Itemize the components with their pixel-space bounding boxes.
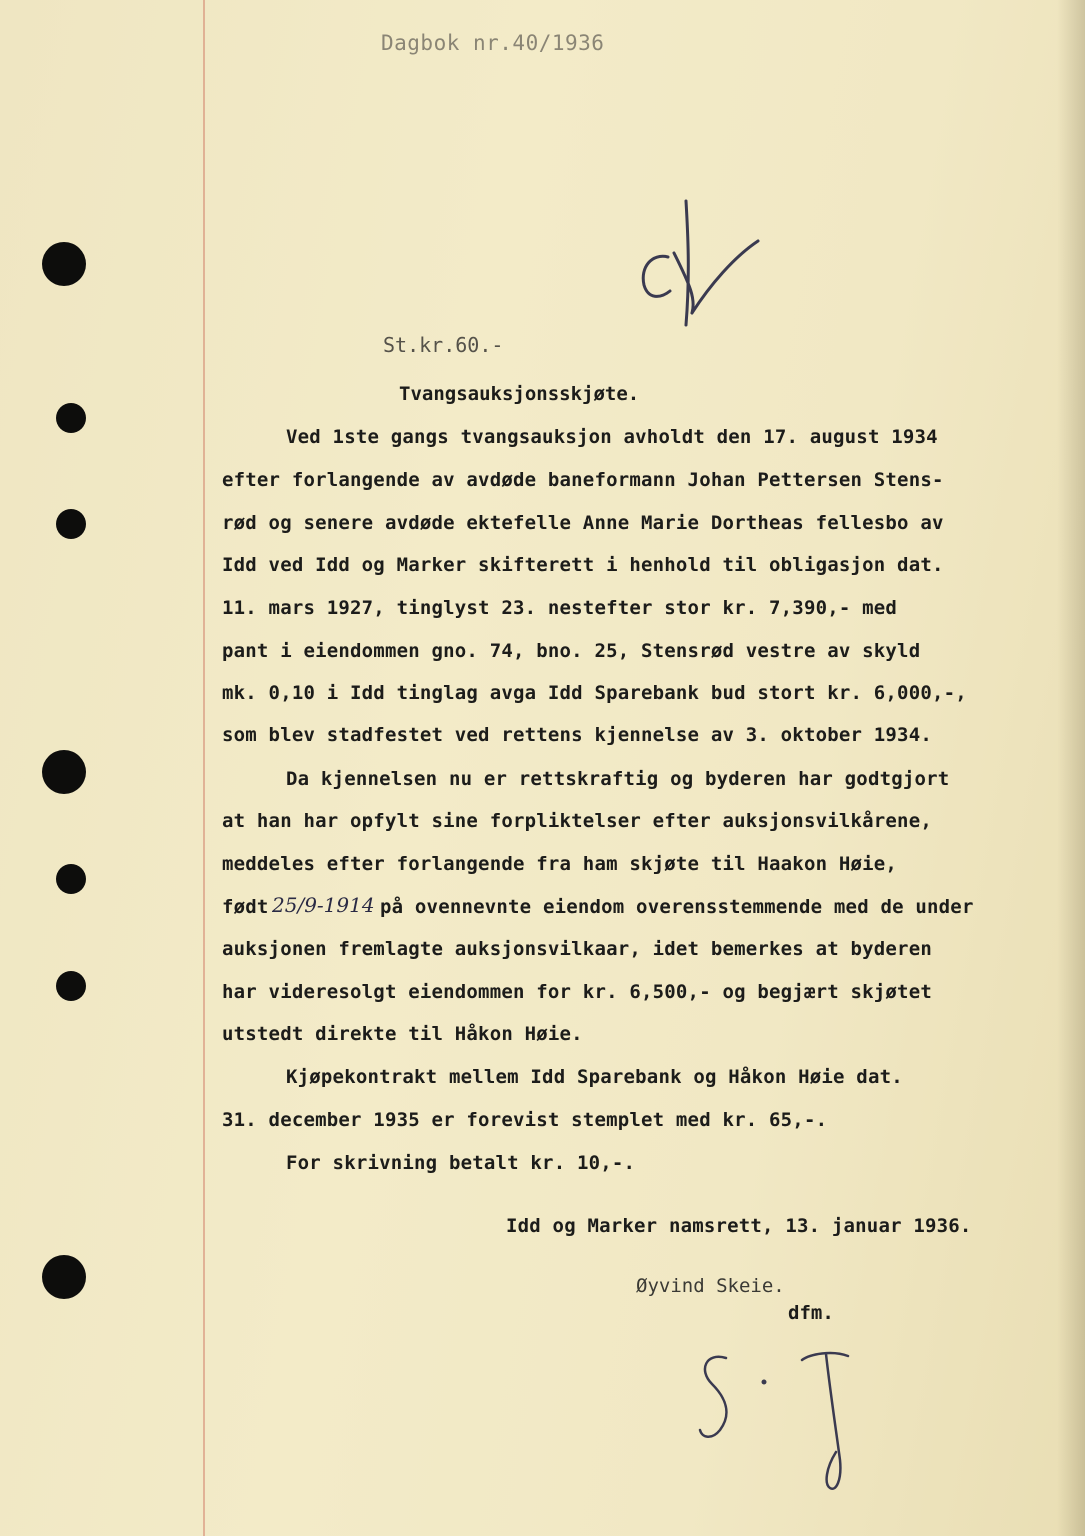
born-prefix: født	[222, 896, 269, 918]
document-title: Tvangsauksjonsskjøte.	[399, 383, 640, 405]
handwritten-initials-mark	[630, 195, 770, 335]
body-line: på ovennevnte eiendom overensstemmende med de under	[380, 896, 974, 918]
journal-number: Dagbok nr.40/1936	[381, 31, 605, 55]
punch-hole-7	[42, 1255, 86, 1299]
margin-rule	[203, 0, 205, 1536]
body-line: rød og senere avdøde ektefelle Anne Marie Dortheas fellesbo av	[222, 512, 944, 534]
handwritten-birth-date: 25/9-1914	[272, 893, 375, 917]
body-line: pant i eiendommen gno. 74, bno. 25, Stensrød vestre av skyld	[222, 640, 921, 662]
body-line: mk. 0,10 i Idd tinglag avga Idd Sparebank bud stort kr. 6,000,-,	[222, 682, 967, 704]
body-line: 11. mars 1927, tinglyst 23. nestefter stor kr. 7,390,- med	[222, 597, 898, 619]
punch-hole-3	[56, 509, 86, 539]
body-line: Idd ved Idd og Marker skifterett i henhold til obligasjon dat.	[222, 554, 944, 576]
page-edge-shadow	[1057, 0, 1085, 1536]
punch-hole-2	[56, 403, 86, 433]
body-line: meddeles efter forlangende fra ham skjøte til Haakon Høie,	[222, 853, 898, 875]
body-line: har videresolgt eiendommen for kr. 6,500,- og begjært skjøtet	[222, 981, 932, 1003]
body-line: Ved 1ste gangs tvangsauksjon avholdt den 17. august 1934	[286, 426, 938, 448]
signatory-name: Øyvind Skeie.	[636, 1275, 785, 1297]
place-and-date: Idd og Marker namsrett, 13. januar 1936.	[506, 1215, 972, 1237]
punch-hole-4	[42, 750, 86, 794]
body-line: efter forlangende av avdøde baneformann Johan Pettersen Stens-	[222, 469, 944, 491]
body-line: Da kjennelsen nu er rettskraftig og byderen har godtgjort	[286, 768, 950, 790]
body-line: Kjøpekontrakt mellem Idd Sparebank og Håkon Høie dat.	[286, 1066, 903, 1088]
body-line: utstedt direkte til Håkon Høie.	[222, 1023, 583, 1045]
body-line: auksjonen fremlagte auksjonsvilkaar, idet bemerkes at byderen	[222, 938, 932, 960]
punch-hole-1	[42, 242, 86, 286]
writing-fee-line: For skrivning betalt kr. 10,-.	[286, 1152, 636, 1174]
signatory-title: dfm.	[788, 1302, 834, 1324]
handwritten-signature	[690, 1340, 890, 1500]
punch-hole-6	[56, 971, 86, 1001]
punch-hole-5	[56, 864, 86, 894]
body-line: at han har opfylt sine forpliktelser efter auksjonsvilkårene,	[222, 810, 932, 832]
fee-stamp: St.kr.60.-	[383, 333, 504, 357]
body-line: 31. december 1935 er forevist stemplet med kr. 65,-.	[222, 1109, 828, 1131]
body-line: som blev stadfestet ved rettens kjennelse av 3. oktober 1934.	[222, 724, 932, 746]
